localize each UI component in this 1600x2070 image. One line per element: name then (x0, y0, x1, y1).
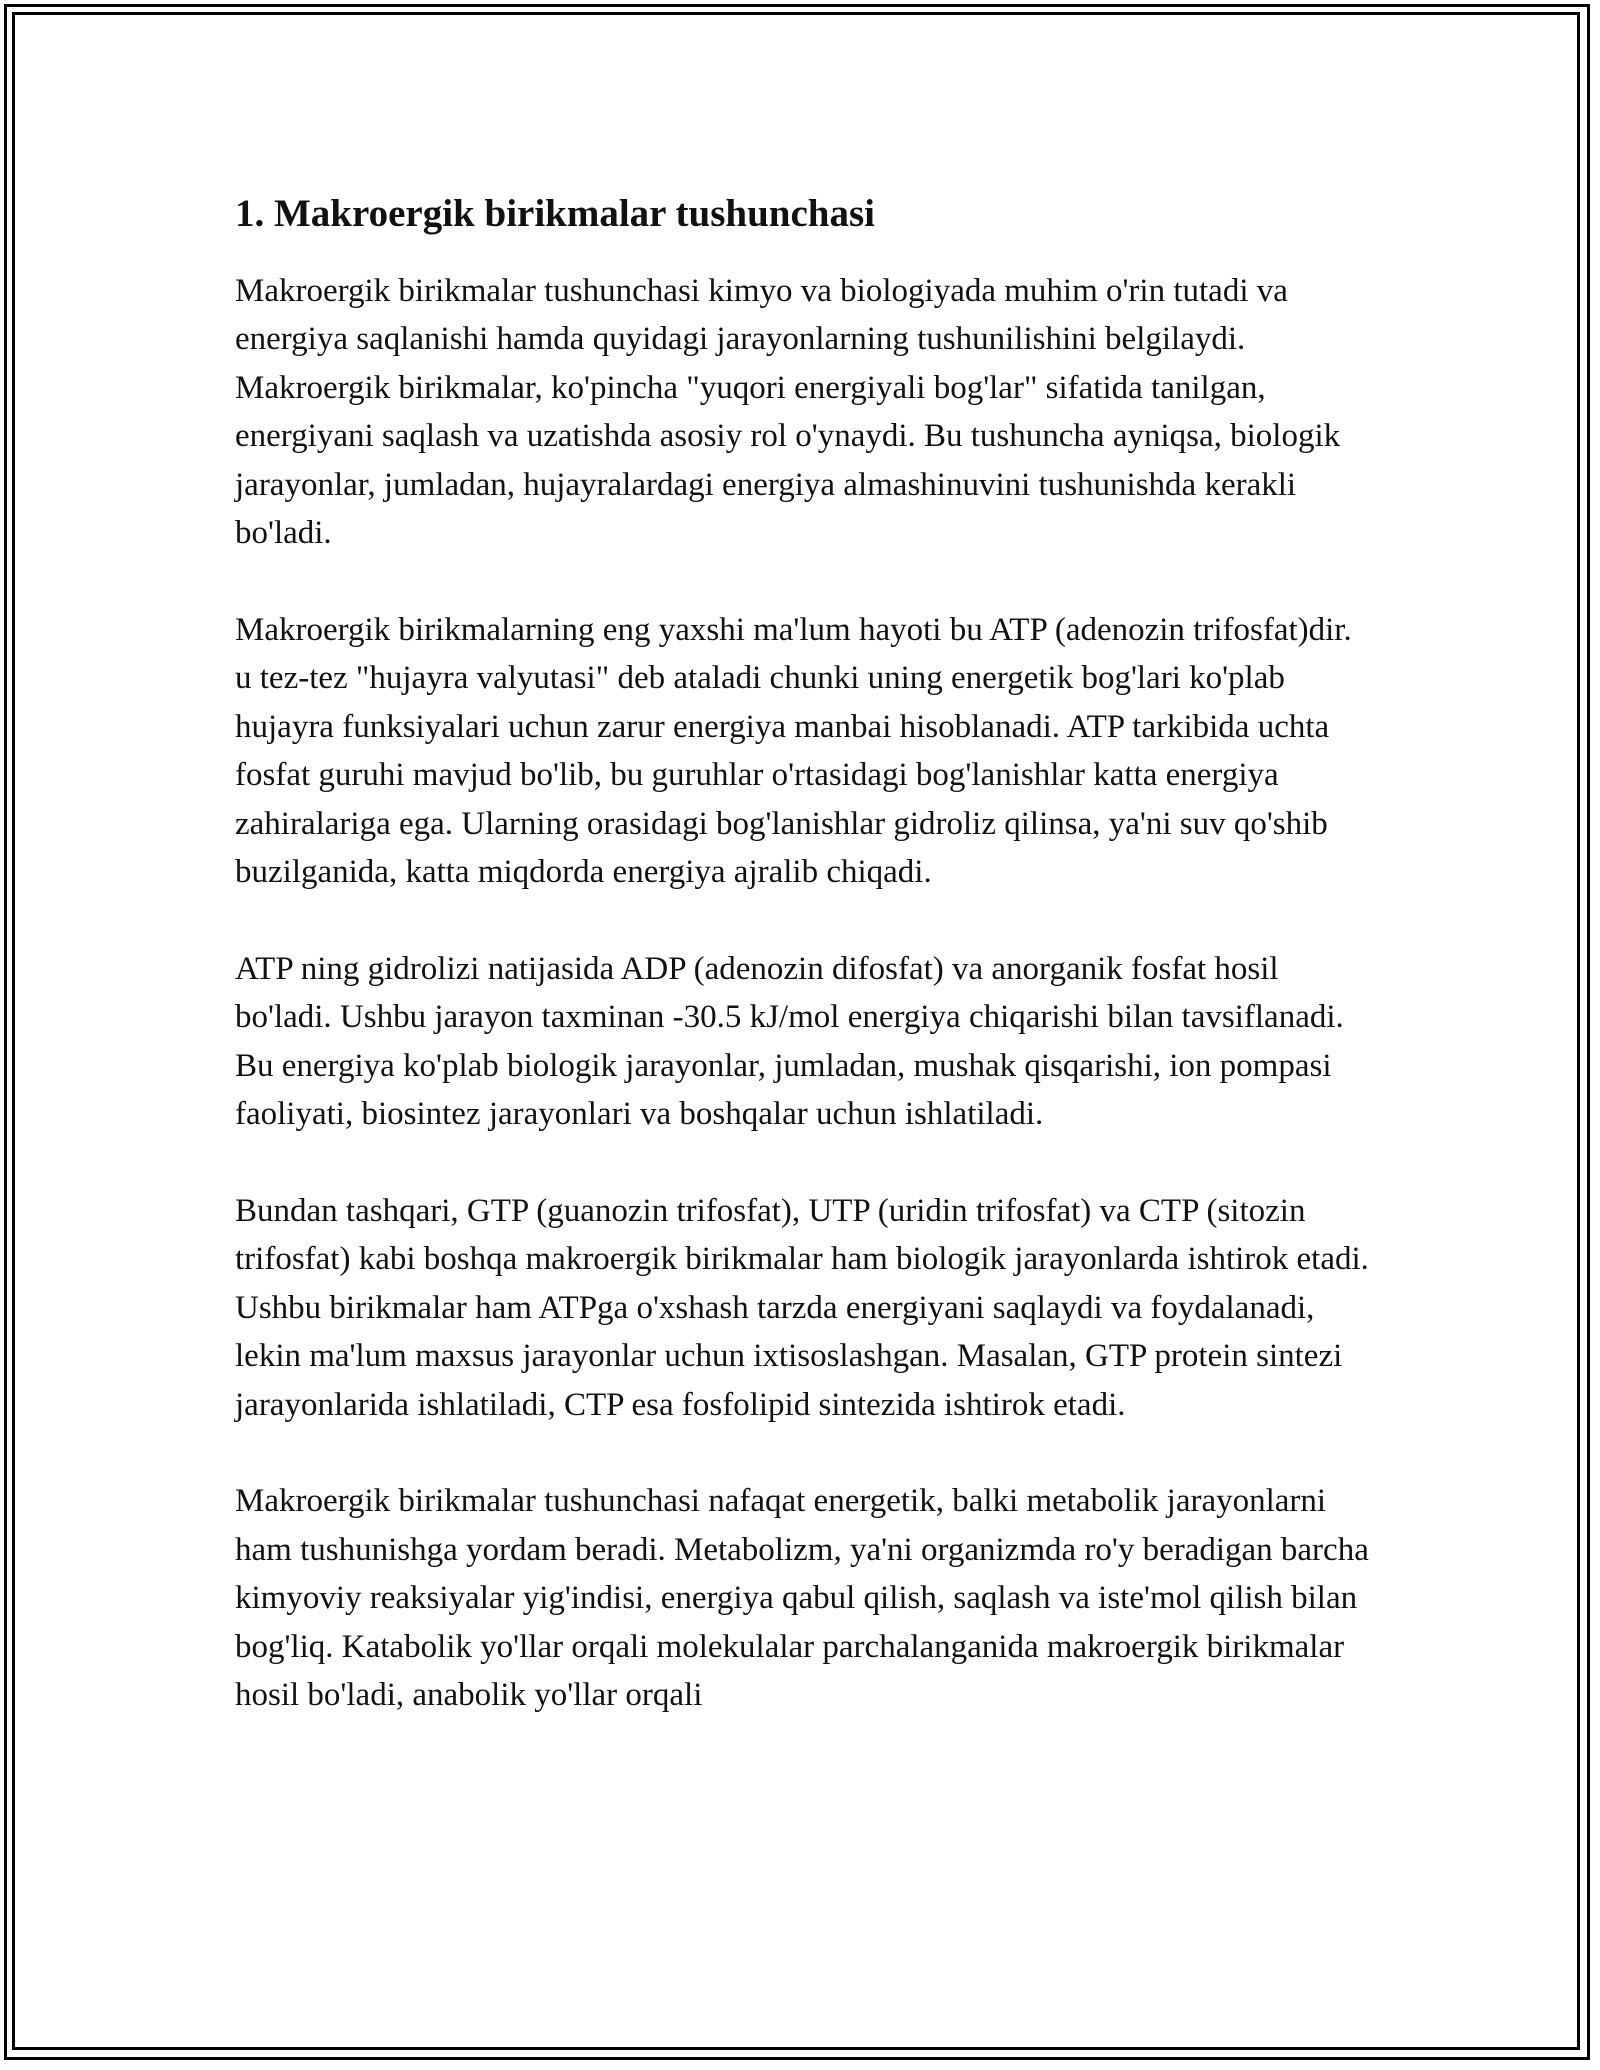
paragraph-3: ATP ning gidrolizi natijasida ADP (adenozin difosfat) va anorganik fosfat hosil bo'ladi. Ushbu jarayon taxminan -30.5 kJ/mol energiya chiqarishi bilan tavsiflanadi. Bu energiya ko'plab biologik jarayonlar, jumladan, mushak qisqarishi, ion pompasi faoliyati, biosintez jarayonlari va boshqalar uchun ishlatiladi. (235, 950, 1344, 1133)
document-body (235, 180, 1375, 1768)
section-heading: 1. Makroergik birikmalar tushunchasi (235, 192, 875, 235)
paragraph-5: Makroergik birikmalar tushunchasi nafaqat energetik, balki metabolik jarayonlarni ham tushunishga yordam beradi. Metabolizm, ya'ni organizmda ro'y beradigan barcha kimyoviy reaksiyalar yig'indisi, energiya qabul qilish, saqlash va iste'mol qilish bilan bog'liq. Katabolik yo'llar orqali molekulalar parchalanganida makroergik birikmalar hosil bo'ladi, anabolik yo'llar orqali (235, 1483, 1369, 1714)
paragraph-2: Makroergik birikmalarning eng yaxshi ma'lum hayoti bu ATP (adenozin trifosfat)dir. u tez-tez "hujayra valyutasi" deb ataladi chunki uning energetik bog'lari ko'plab hujayra funksiyalari uchun zarur energiya manbai hisoblanadi. ATP tarkibida uchta fosfat guruhi mavjud bo'lib, bu guruhlar o'rtasidagi bog'lanishlar katta energiya zahiralariga ega. Ularning orasidagi bog'lanishlar gidroliz qilinsa, ya'ni suv qo'shib buzilganida, katta miqdorda energiya ajralib chiqadi. (235, 611, 1352, 891)
paragraph-1: Makroergik birikmalar tushunchasi kimyo va biologiyada muhim o'rin tutadi va energiya saqlanishi hamda quyidagi jarayonlarning tushunilishini belgilaydi. Makroergik birikmalar, ko'pincha "yuqori energiyali bog'lar" sifatida tanilgan, energiyani saqlash va uzatishda asosiy rol o'ynaydi. Bu tushuncha ayniqsa, biologik jarayonlar, jumladan, hujayralardagi energiya almashinuvini tushunishda kerakli bo'ladi. (235, 272, 1341, 552)
paragraph-4: Bundan tashqari, GTP (guanozin trifosfat), UTP (uridin trifosfat) va CTP (sitozin trifosfat) kabi boshqa makroergik birikmalar ham biologik jarayonlarda ishtirok etadi. Ushbu birikmalar ham ATPga o'xshash tarzda energiyani saqlaydi va foydalanadi, lekin ma'lum maxsus jarayonlar uchun ixtisoslashgan. Masalan, GTP protein sintezi jarayonlarida ishlatiladi, CTP esa fosfolipid sintezida ishtirok etadi. (235, 1192, 1369, 1423)
